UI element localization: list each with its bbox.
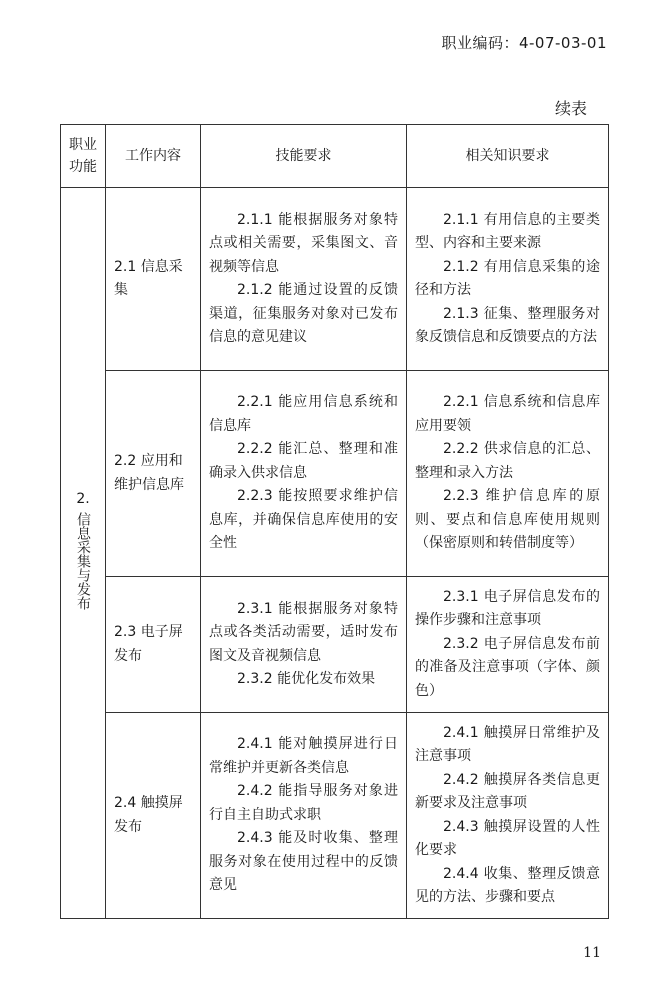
- knowledge-item: 2.1.1 有用信息的主要类型、内容和主要来源: [415, 211, 600, 251]
- header-skills: 技能要求: [201, 125, 407, 188]
- skill-item: 2.1.1 能根据服务对象特点或相关需要，采集图文、音视频等信息: [209, 211, 398, 275]
- knowledge-cell: [407, 713, 609, 919]
- knowledge-item: 2.4.4 收集、整理反馈意见的方法、步骤和要点: [415, 865, 600, 905]
- skill-item: 2.1.2 能通过设置的反馈渠道，征集服务对象对已发布信息的意见建议: [209, 282, 398, 345]
- skill-item: 2.4.2 能指导服务对象进行自主自助式求职: [209, 783, 398, 823]
- skills-cell: [201, 713, 407, 919]
- continued-label: 续表: [554, 99, 587, 118]
- work-content: 2.1 信息采集: [106, 188, 201, 371]
- skills-cell: [201, 577, 407, 713]
- skill-item: 2.4.3 能及时收集、整理服务对象在使用过程中的反馈意见: [209, 830, 398, 894]
- occupation-code: 职业编码：4-07-03-01: [441, 34, 607, 52]
- header-function: 职业 功能: [61, 125, 106, 188]
- work-content: 2.2 应用和维护信息库: [106, 371, 201, 577]
- skill-item: 2.3.2 能优化发布效果: [237, 671, 376, 687]
- skill-requirements-table: [60, 124, 609, 919]
- knowledge-item: 2.1.2 有用信息采集的途径和方法: [415, 258, 600, 298]
- header-work-content: 工作内容: [106, 125, 201, 188]
- skills-cell: [201, 371, 407, 577]
- knowledge-cell: [407, 371, 609, 577]
- page-number: 11: [583, 945, 601, 961]
- function-cell: [61, 188, 106, 919]
- knowledge-item: 2.1.3 征集、整理服务对象反馈信息和反馈要点的方法: [415, 305, 600, 345]
- knowledge-item: 2.4.2 触摸屏各类信息更新要求及注意事项: [415, 771, 600, 811]
- knowledge-item: 2.3.2 电子屏信息发布前的准备及注意事项（字体、颜色）: [415, 635, 600, 699]
- knowledge-cell: [407, 188, 609, 371]
- table-row: [61, 577, 609, 713]
- table-row: [61, 713, 609, 919]
- knowledge-cell: [407, 577, 609, 713]
- function-number: 2.: [76, 491, 90, 507]
- work-content: 2.4 触摸屏发布: [106, 713, 201, 919]
- knowledge-item: 2.4.3 触摸屏设置的人性化要求: [415, 818, 600, 858]
- skill-item: 2.2.1 能应用信息系统和信息库: [209, 394, 398, 434]
- skill-item: 2.2.2 能汇总、整理和准确录入供求信息: [209, 441, 398, 481]
- skill-item: 2.2.3 能按照要求维护信息库，并确保信息库使用的安全性: [209, 488, 398, 552]
- knowledge-item: 2.2.2 供求信息的汇总、整理和录入方法: [415, 441, 600, 481]
- skills-cell: [201, 188, 407, 371]
- function-name: 信息采集与发布: [75, 511, 91, 610]
- table-row: [61, 371, 609, 577]
- header-knowledge: 相关知识要求: [407, 125, 609, 188]
- table-row: [61, 188, 609, 371]
- table-header-row: [61, 125, 609, 188]
- skill-item: 2.4.1 能对触摸屏进行日常维护并更新各类信息: [209, 736, 398, 776]
- knowledge-item: 2.2.3 维护信息库的原则、要点和信息库使用规则（保密原则和转借制度等）: [415, 488, 600, 552]
- skill-item: 2.3.1 能根据服务对象特点或各类活动需要，适时发布图文及音视频信息: [209, 600, 398, 664]
- work-content: 2.3 电子屏发布: [106, 577, 201, 713]
- knowledge-item: 2.4.1 触摸屏日常维护及注意事项: [415, 724, 600, 764]
- knowledge-item: 2.2.1 信息系统和信息库应用要领: [415, 394, 600, 434]
- knowledge-item: 2.3.1 电子屏信息发布的操作步骤和注意事项: [415, 588, 600, 629]
